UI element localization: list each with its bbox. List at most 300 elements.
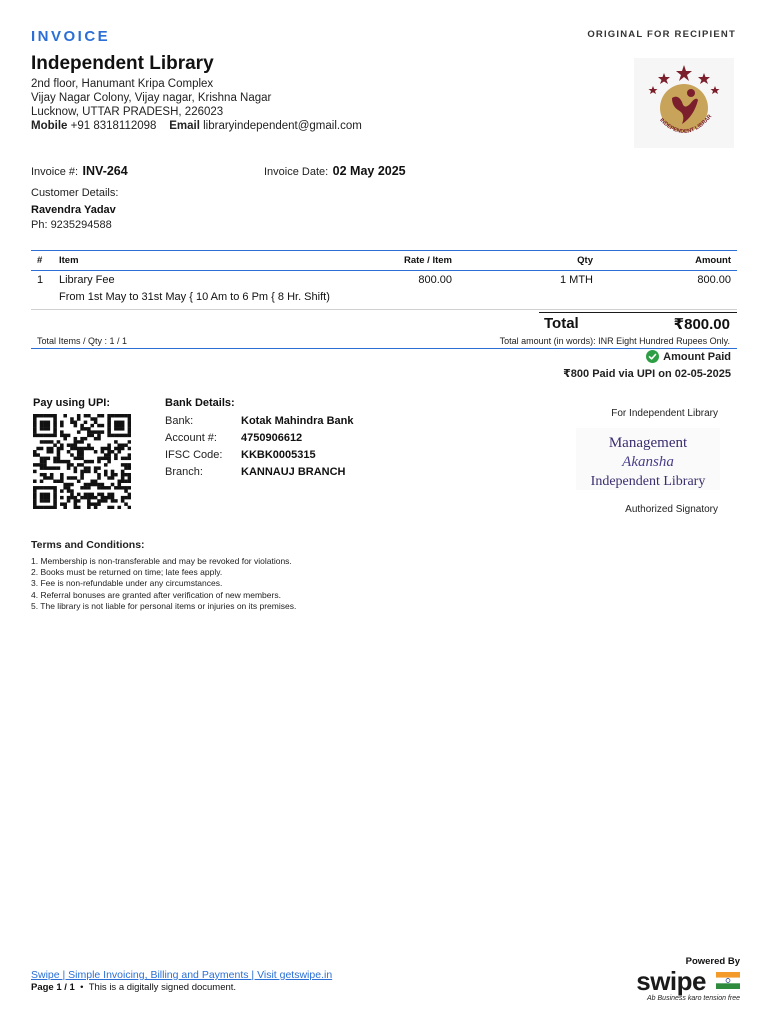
- for-company-label: For Independent Library: [611, 408, 718, 419]
- qr-module: [80, 440, 84, 443]
- page-info: [31, 982, 236, 993]
- qr-module: [111, 483, 115, 486]
- row-item: Library Fee: [59, 274, 115, 286]
- qr-module: [84, 470, 88, 473]
- qr-module: [63, 437, 67, 440]
- qr-module: [50, 450, 54, 453]
- qr-module: [124, 466, 128, 469]
- qr-module: [104, 496, 108, 499]
- qr-module: [70, 476, 74, 479]
- qr-module: [128, 476, 131, 479]
- table-top-rule: [31, 250, 737, 251]
- qr-module: [101, 457, 105, 460]
- qr-module: [80, 463, 84, 466]
- qr-module: [33, 427, 37, 430]
- qr-module: [67, 466, 71, 469]
- qr-module: [84, 486, 88, 489]
- qr-module: [60, 434, 64, 437]
- qr-module: [43, 460, 47, 463]
- qr-module: [47, 414, 51, 417]
- qr-module: [94, 470, 98, 473]
- qr-module: [53, 489, 57, 492]
- qr-module: [128, 447, 131, 450]
- qr-module: [114, 424, 118, 427]
- qr-module: [47, 427, 51, 430]
- qr-module: [114, 473, 118, 476]
- qr-module: [50, 486, 54, 489]
- qr-module: [94, 430, 98, 433]
- qr-module: [121, 499, 125, 502]
- qr-module: [90, 417, 94, 420]
- qr-module: [104, 463, 108, 466]
- qr-module: [84, 466, 88, 469]
- qr-module: [47, 466, 51, 469]
- qr-module: [74, 437, 78, 440]
- qr-module: [101, 499, 105, 502]
- qr-module: [47, 450, 51, 453]
- qr-module: [128, 427, 131, 430]
- qr-module: [74, 424, 78, 427]
- qr-module: [74, 476, 78, 479]
- qr-module: [121, 496, 125, 499]
- qr-module: [80, 450, 84, 453]
- qr-module: [97, 502, 101, 505]
- qr-module: [40, 473, 44, 476]
- qr-module: [60, 502, 64, 505]
- qr-module: [97, 486, 101, 489]
- mobile-label: Mobile: [31, 120, 68, 132]
- qr-module: [121, 421, 125, 424]
- qr-module: [50, 440, 54, 443]
- ifsc-label: IFSC Code:: [165, 449, 223, 461]
- qr-module: [104, 486, 108, 489]
- qr-module: [121, 476, 125, 479]
- qr-module: [33, 506, 37, 509]
- qr-module: [128, 430, 131, 433]
- qr-module: [101, 447, 105, 450]
- qr-module: [47, 476, 51, 479]
- qr-module: [70, 489, 74, 492]
- qr-module: [94, 421, 98, 424]
- qr-module: [80, 486, 84, 489]
- qr-module: [128, 417, 131, 420]
- branch-label: Branch:: [165, 466, 203, 478]
- qr-module: [47, 506, 51, 509]
- qr-module: [67, 434, 71, 437]
- qr-module: [80, 496, 84, 499]
- qr-module: [60, 447, 64, 450]
- qr-module: [121, 434, 125, 437]
- qr-module: [101, 493, 105, 496]
- qr-module: [107, 421, 111, 424]
- qr-module: [63, 434, 67, 437]
- qr-module: [94, 437, 98, 440]
- items-summary: Total Items / Qty : 1 / 1: [37, 336, 128, 346]
- row-rate: 800.00: [418, 274, 452, 286]
- qr-module: [36, 453, 40, 456]
- qr-module: [101, 450, 105, 453]
- qr-module: [40, 447, 44, 450]
- qr-module: [53, 421, 57, 424]
- qr-module: [84, 421, 88, 424]
- qr-module: [63, 414, 67, 417]
- row-desc-suffix: ): [326, 291, 330, 303]
- invoice-date-value: 02 May 2025: [332, 164, 406, 178]
- terms-item: 2. Books must be returned on time; late fees apply.: [31, 567, 223, 578]
- stamp-signature: Akansha: [622, 454, 674, 470]
- qr-module: [53, 417, 57, 420]
- qr-module: [63, 486, 67, 489]
- qr-module: [57, 450, 61, 453]
- qr-module: [67, 483, 71, 486]
- qr-module: [70, 443, 74, 446]
- qr-module: [40, 424, 44, 427]
- qr-module: [128, 506, 131, 509]
- qr-module: [87, 496, 91, 499]
- qr-module: [80, 427, 84, 430]
- qr-module: [60, 489, 64, 492]
- qr-module: [43, 434, 47, 437]
- qr-module: [121, 486, 125, 489]
- qr-module: [40, 463, 44, 466]
- swipe-footer-link[interactable]: Swipe | Simple Invoicing, Billing and Payments | Visit getswipe.in: [31, 969, 333, 981]
- qr-module: [128, 496, 131, 499]
- qr-module: [128, 486, 131, 489]
- qr-module: [77, 463, 81, 466]
- qr-module: [43, 421, 47, 424]
- qr-module: [53, 434, 57, 437]
- qr-module: [40, 460, 44, 463]
- qr-module: [97, 499, 101, 502]
- qr-module: [84, 447, 88, 450]
- qr-module: [114, 453, 118, 456]
- qr-module: [47, 447, 51, 450]
- qr-module: [67, 496, 71, 499]
- row-description: [59, 291, 330, 303]
- upi-label: Pay using UPI:: [33, 397, 111, 409]
- stamp-line-1: Management: [608, 435, 688, 451]
- qr-module: [124, 480, 128, 483]
- qr-module: [47, 440, 51, 443]
- qr-module: [70, 447, 74, 450]
- qr-module: [101, 430, 105, 433]
- qr-module: [114, 440, 118, 443]
- qr-module: [114, 447, 118, 450]
- qr-module: [128, 493, 131, 496]
- qr-module: [53, 480, 57, 483]
- qr-module: [84, 493, 88, 496]
- qr-module: [104, 499, 108, 502]
- qr-module: [97, 434, 101, 437]
- qr-module: [47, 457, 51, 460]
- qr-module: [121, 480, 125, 483]
- qr-module: [117, 414, 121, 417]
- qr-module: [104, 453, 108, 456]
- payment-detail: ₹800 Paid via UPI on 02-05-2025: [563, 368, 731, 380]
- qr-module: [53, 506, 57, 509]
- qr-module: [87, 443, 91, 446]
- qr-module: [104, 470, 108, 473]
- qr-module: [87, 427, 91, 430]
- qr-module: [80, 453, 84, 456]
- qr-module: [47, 493, 51, 496]
- qr-module: [128, 421, 131, 424]
- qr-module: [33, 463, 37, 466]
- branch-value: KANNAUJ BRANCH: [241, 466, 346, 478]
- header-amount: Amount: [695, 255, 731, 266]
- qr-module: [57, 453, 61, 456]
- qr-module: [40, 486, 44, 489]
- qr-module: [121, 470, 125, 473]
- qr-module: [128, 414, 131, 417]
- header-item: Item: [59, 255, 79, 266]
- qr-module: [60, 476, 64, 479]
- qr-module: [43, 424, 47, 427]
- qr-module: [107, 414, 111, 417]
- total-label: Total: [544, 315, 579, 332]
- qr-module: [57, 447, 61, 450]
- row-bottom-rule: [31, 309, 737, 310]
- qr-module: [70, 421, 74, 424]
- qr-module: [128, 463, 131, 466]
- qr-module: [107, 493, 111, 496]
- amount-in-words: Total amount (in words): INR Eight Hundred Rupees Only.: [499, 336, 730, 346]
- qr-module: [77, 447, 81, 450]
- qr-module: [40, 421, 44, 424]
- qr-module: [107, 496, 111, 499]
- qr-module: [104, 473, 108, 476]
- qr-module: [33, 414, 37, 417]
- qr-module: [111, 506, 115, 509]
- document-title: INVOICE: [31, 28, 111, 45]
- qr-module: [111, 414, 115, 417]
- qr-module: [117, 424, 121, 427]
- total-top-rule: [539, 312, 737, 313]
- swipe-brand: swipe: [636, 966, 706, 996]
- qr-module: [114, 457, 118, 460]
- qr-module: [80, 424, 84, 427]
- qr-module: [40, 434, 44, 437]
- qr-module: [117, 427, 121, 430]
- qr-module: [121, 414, 125, 417]
- qr-module: [94, 450, 98, 453]
- qr-module: [111, 493, 115, 496]
- check-circle-icon: [646, 350, 659, 363]
- row-desc-shift: 8 Hr. Shift: [277, 291, 327, 303]
- qr-module: [60, 421, 64, 424]
- upi-qr-code[interactable]: [33, 414, 131, 509]
- qr-module: [80, 476, 84, 479]
- qr-module: [40, 466, 44, 469]
- qr-module: [128, 424, 131, 427]
- qr-module: [50, 414, 54, 417]
- qr-module: [60, 496, 64, 499]
- header-num: #: [37, 255, 43, 266]
- qr-module: [107, 450, 111, 453]
- qr-module: [74, 443, 78, 446]
- qr-module: [63, 460, 67, 463]
- qr-module: [117, 480, 121, 483]
- qr-module: [121, 424, 125, 427]
- qr-module: [67, 463, 71, 466]
- qr-module: [117, 434, 121, 437]
- qr-module: [90, 496, 94, 499]
- header-rate: Rate / Item: [403, 255, 452, 266]
- qr-module: [70, 417, 74, 420]
- qr-module: [107, 434, 111, 437]
- qr-module: [80, 473, 84, 476]
- qr-module: [97, 430, 101, 433]
- qr-module: [50, 447, 54, 450]
- qr-module: [77, 480, 81, 483]
- qr-module: [57, 457, 61, 460]
- table-header-rule: [31, 270, 737, 271]
- qr-module: [114, 499, 118, 502]
- qr-module: [114, 434, 118, 437]
- qr-module: [121, 473, 125, 476]
- terms-item: 5. The library is not liable for personal items or injuries on its premises.: [31, 600, 297, 611]
- qr-module: [53, 466, 57, 469]
- stamp-line-3: Independent Library: [590, 474, 706, 489]
- terms-item: 4. Referral bonuses are granted after verification of new members.: [31, 589, 281, 600]
- qr-module: [97, 414, 101, 417]
- qr-module: [107, 486, 111, 489]
- qr-module: [97, 460, 101, 463]
- total-value: ₹800.00: [673, 316, 730, 333]
- ifsc-value: KKBK0005315: [241, 449, 316, 461]
- qr-module: [94, 466, 98, 469]
- qr-module: [33, 424, 37, 427]
- qr-module: [107, 424, 111, 427]
- qr-module: [63, 506, 67, 509]
- row-amount: 800.00: [697, 274, 731, 286]
- qr-module: [43, 414, 47, 417]
- qr-module: [94, 496, 98, 499]
- qr-module: [87, 460, 91, 463]
- qr-module: [111, 450, 115, 453]
- account-label: Account #:: [165, 432, 217, 444]
- qr-module: [111, 434, 115, 437]
- qr-module: [36, 486, 40, 489]
- qr-module: [50, 506, 54, 509]
- qr-module: [53, 502, 57, 505]
- qr-module: [90, 502, 94, 505]
- qr-module: [124, 434, 128, 437]
- qr-module: [57, 480, 61, 483]
- qr-module: [77, 499, 81, 502]
- bullet-separator: •: [80, 982, 84, 993]
- qr-module: [128, 453, 131, 456]
- qr-module: [97, 493, 101, 496]
- invoice-date-label: Invoice Date:: [264, 166, 329, 178]
- bank-label: Bank:: [165, 415, 194, 427]
- qr-module: [47, 499, 51, 502]
- qr-module: [87, 506, 91, 509]
- qr-module: [70, 496, 74, 499]
- qr-module: [97, 466, 101, 469]
- qr-module: [74, 466, 78, 469]
- qr-module: [94, 480, 98, 483]
- qr-module: [107, 443, 111, 446]
- qr-module: [43, 440, 47, 443]
- qr-module: [114, 486, 118, 489]
- qr-module: [107, 427, 111, 430]
- page-number: Page 1 / 1: [31, 982, 75, 993]
- qr-module: [53, 424, 57, 427]
- qr-module: [53, 430, 57, 433]
- qr-module: [107, 417, 111, 420]
- invoice-number-label: Invoice #:: [31, 166, 79, 178]
- terms-item: 1. Membership is non-transferable and may be revoked for violations.: [31, 556, 292, 566]
- email-address: libraryindependent@gmail.com: [203, 120, 362, 132]
- qr-module: [117, 506, 121, 509]
- qr-module: [67, 443, 71, 446]
- qr-module: [87, 483, 91, 486]
- qr-module: [101, 486, 105, 489]
- qr-module: [33, 502, 37, 505]
- qr-module: [70, 493, 74, 496]
- qr-module: [67, 460, 71, 463]
- qr-module: [87, 447, 91, 450]
- qr-module: [77, 417, 81, 420]
- qr-module: [36, 463, 40, 466]
- qr-module: [57, 460, 61, 463]
- amount-paid-badge: [646, 350, 731, 363]
- qr-module: [70, 463, 74, 466]
- contact-line: [31, 119, 362, 133]
- email-label: Email: [169, 120, 200, 132]
- terms-item: 3. Fee is non-refundable under any circumstances.: [31, 578, 223, 589]
- qr-module: [53, 493, 57, 496]
- qr-module: [47, 486, 51, 489]
- qr-module: [117, 483, 121, 486]
- qr-module: [87, 466, 91, 469]
- qr-module: [53, 499, 57, 502]
- qr-module: [67, 450, 71, 453]
- qr-module: [128, 473, 131, 476]
- qr-module: [97, 473, 101, 476]
- address-line-1: 2nd floor, Hanumant Kripa Complex: [31, 78, 214, 90]
- terms-list: [31, 556, 296, 612]
- invoice-number-value: INV-264: [82, 164, 128, 178]
- qr-module: [77, 440, 81, 443]
- qr-module: [36, 506, 40, 509]
- qr-module: [128, 457, 131, 460]
- customer-name: Ravendra Yadav: [31, 204, 116, 216]
- invoice-date: [264, 162, 406, 180]
- qr-module: [128, 466, 131, 469]
- qr-module: [97, 437, 101, 440]
- qr-module: [111, 473, 115, 476]
- qr-module: [121, 463, 125, 466]
- qr-module: [77, 430, 81, 433]
- qr-module: [40, 499, 44, 502]
- qr-module: [77, 450, 81, 453]
- qr-module: [53, 414, 57, 417]
- qr-module: [94, 502, 98, 505]
- qr-module: [117, 450, 121, 453]
- qr-module: [77, 493, 81, 496]
- qr-module: [87, 414, 91, 417]
- powered-by-label: Powered By: [685, 956, 740, 967]
- qr-module: [40, 506, 44, 509]
- qr-module: [43, 466, 47, 469]
- qr-module: [90, 480, 94, 483]
- logo-text: INDEPENDENT LIBRAR: [658, 113, 714, 136]
- qr-module: [43, 506, 47, 509]
- qr-module: [124, 414, 128, 417]
- qr-module: [33, 480, 37, 483]
